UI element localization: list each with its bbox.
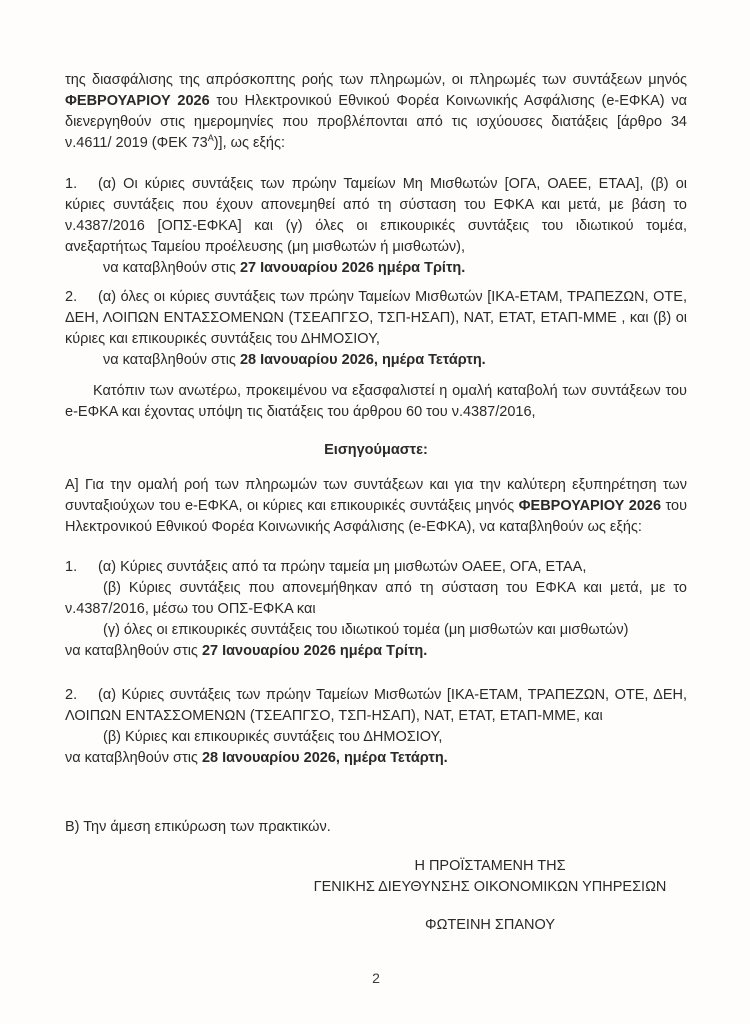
list2-item1-pay-prefix: να καταβληθούν στις (65, 643, 202, 659)
signature-block (293, 856, 687, 936)
list1-item1-pay-prefix: να καταβληθούν στις (103, 260, 240, 276)
intro-text-3: )], ως εξής: (213, 135, 286, 151)
intro-paragraph (65, 70, 687, 154)
signature-title-line-2: ΓΕΝΙΚΗΣ ΔΙΕΥΘΥΝΣΗΣ ΟΙΚΟΝΟΜΙΚΩΝ ΥΠΗΡΕΣΙΩΝ (313, 879, 667, 895)
list2-item2-payment-line (65, 748, 687, 769)
list2-item2-line-a (65, 685, 687, 727)
list1-item2-number: 2. (65, 289, 78, 305)
list2-item1-payment-line (65, 641, 687, 662)
propose-heading: Εισηγούμαστε: (324, 442, 428, 458)
list1-item1-number: 1. (65, 176, 78, 192)
section-b-paragraph: Β) Την άμεση επικύρωση των πρακτικών. (65, 819, 331, 835)
intro-text-1: της διασφάλισης της απρόσκοπτης ροής των πληρωμών, οι πληρωμές των συντάξεων μηνός (65, 72, 687, 88)
list2-item2-pay-prefix: να καταβληθούν στις (65, 750, 202, 766)
intro-month-bold: ΦΕΒΡΟΥΑΡΙΟΥ 2026 (65, 93, 210, 109)
list1-item2-pay-prefix: να καταβληθούν στις (103, 352, 240, 368)
list2-item1-number: 1. (65, 559, 78, 575)
list2-item1-text-a: (α) Κύριες συντάξεις από τα πρώην ταμεία μη μισθωτών ΟΑΕΕ, ΟΓΑ, ΕΤΑΑ, (98, 559, 587, 575)
list1-item1-text: (α) Οι κύριες συντάξεις των πρώην Ταμείων Μη Μισθωτών [ΟΓΑ, ΟΑΕΕ, ΕΤΑΑ], (β) οι κύριες συντάξεις που έχουν απονεμηθεί από τη σύσταση του ΕΦΚΑ και μετά, με βάση το ν.4387/2016 [ΟΠΣ-ΕΦΚΑ] και (γ) όλες οι επικουρικές συντάξεις του ιδιωτικού τομέα, ανεξαρτήτως Ταμείου προέλευσης (μη μισθωτών ή μισθωτών), (65, 176, 687, 255)
list2-item1-line-c: (γ) όλες οι επικουρικές συντάξεις του ιδιωτικού τομέα (μη μισθωτών και μισθωτών) (103, 622, 629, 638)
list1-item2-pay-date: 28 Ιανουαρίου 2026, ημέρα Τετάρτη. (239, 352, 486, 368)
section-a-text-1: Α] Για την ομαλή ροή των πληρωμών των συντάξεων και για την καλύτερη εξυπηρέτηση των συνταξιούχων του e-ΕΦΚΑ, οι κύριες και επικουρικές συντάξεις μηνός (65, 477, 687, 514)
section-a-text-2: του Ηλεκτρονικού Εθνικού Φορέα Κοινωνικής Ασφάλισης (e-ΕΦΚΑ), να καταβληθούν ως εξής: (65, 498, 688, 535)
list2-item2-line-b: (β) Κύριες και επικουρικές συντάξεις του ΔΗΜΟΣΙΟΥ, (103, 729, 443, 745)
list2-item-2 (65, 685, 687, 769)
signature-name: ΦΩΤΕΙΝΗ ΣΠΑΝΟΥ (425, 917, 555, 933)
list1-item1-pay-date: 27 Ιανουαρίου 2026 ημέρα Τρίτη. (239, 260, 466, 276)
katopin-paragraph: Κατόπιν των ανωτέρω, προκειμένου να εξασφαλιστεί η ομαλή καταβολή των συντάξεων του e-ΕΦΚΑ και έχοντας υπόψη τις διατάξεις του άρθρου 60 του ν.4387/2016, (65, 383, 687, 420)
list2-item1-line-a (65, 557, 687, 578)
list2-item1-line-b: (β) Κύριες συντάξεις που απονεμήθηκαν από τη σύσταση του ΕΦΚΑ και μετά, με το ν.4387/2016, μέσω του ΟΠΣ-ΕΦΚΑ και (65, 580, 687, 617)
list1-item-2 (65, 287, 687, 371)
list2-item2-text-a: (α) Κύριες συντάξεις των πρώην Ταμείων Μισθωτών [ΙΚΑ-ΕΤΑΜ, ΤΡΑΠΕΖΩΝ, ΟΤΕ, ΔΕΗ, ΛΟΙΠΩΝ ΕΝΤΑΣΣΟΜΕΝΩΝ (ΤΣΕΑΠΓΣΟ, ΤΣΠ-ΗΣΑΠ), ΝΑΤ, ΕΤΑΤ, ΕΤΑΠ-ΜΜΕ, και (65, 687, 687, 724)
page-number: 2 (372, 970, 380, 986)
section-a-paragraph (65, 475, 687, 538)
list1-item1-payment-line (65, 258, 687, 279)
signature-title-line-1: Η ΠΡΟΪΣΤΑΜΕΝΗ ΤΗΣ (414, 858, 566, 874)
list2-item2-pay-date: 28 Ιανουαρίου 2026, ημέρα Τετάρτη. (201, 750, 448, 766)
list1-item2-text: (α) όλες οι κύριες συντάξεις των πρώην Ταμείων Μισθωτών [ΙΚΑ-ΕΤΑΜ, ΤΡΑΠΕΖΩΝ, ΟΤΕ, ΔΕΗ, ΛΟΙΠΩΝ ΕΝΤΑΣΣΟΜΕΝΩΝ (ΤΣΕΑΠΓΣΟ, ΤΣΠ-ΗΣΑΠ), ΝΑΤ, ΕΤΑΤ, ΕΤΑΠ-ΜΜΕ , και (β) οι κύριες και επικουρικές συντάξεις του ΔΗΜΟΣΙΟΥ, (65, 289, 687, 347)
fek-superscript: Α (207, 133, 214, 144)
list1-item-1 (65, 174, 687, 279)
list2-item1-pay-date: 27 Ιανουαρίου 2026 ημέρα Τρίτη. (201, 643, 428, 659)
list2-item2-number: 2. (65, 687, 78, 703)
list2-item-1 (65, 557, 687, 662)
list1-item2-payment-line (65, 350, 687, 371)
page-content (65, 70, 687, 936)
list1-item2-body (65, 287, 687, 350)
list1-item1-body (65, 174, 687, 258)
section-a-month-bold: ΦΕΒΡΟΥΑΡΙΟΥ 2026 (518, 498, 662, 514)
intro-text-2: του Ηλεκτρονικού Εθνικού Φορέα Κοινωνικής Ασφάλισης (e-ΕΦΚΑ) να διενεργηθούν στις ημερομηνίες που προβλέπονται από τις ισχύουσες διατάξεις [άρθρο 34 ν.4611/ 2019 (ΦΕΚ 73 (65, 93, 687, 151)
